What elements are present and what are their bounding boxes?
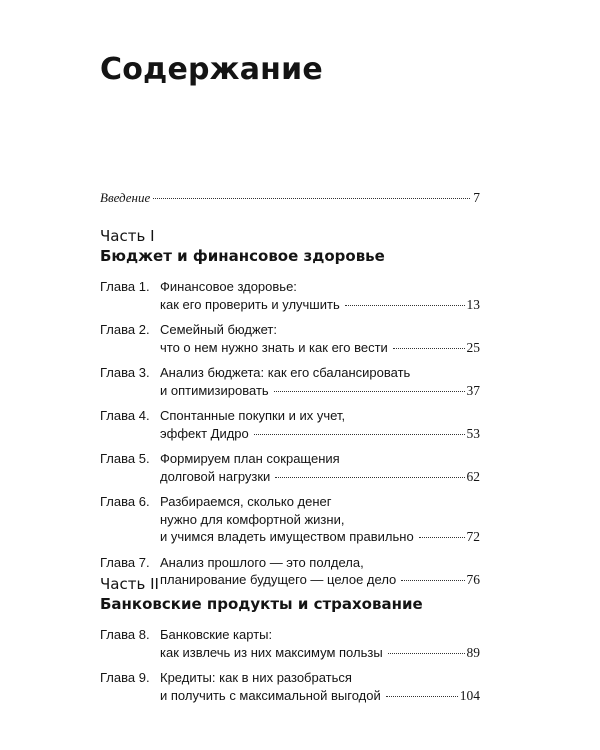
chapter-number: Глава 7. <box>100 554 150 570</box>
dot-leader <box>393 348 465 349</box>
chapter-number: Глава 9. <box>100 670 150 685</box>
toc-chapter-entry[interactable] <box>100 407 480 442</box>
part-title: Бюджет и финансовое здоровье <box>100 247 385 265</box>
chapter-title <box>160 450 480 485</box>
toc-chapter-entry[interactable] <box>100 321 480 356</box>
chapter-page-number: 72 <box>466 529 480 544</box>
chapter-page-number: 104 <box>459 687 480 703</box>
chapter-list <box>100 626 480 704</box>
dot-leader <box>345 305 465 306</box>
toc-chapter-entry[interactable] <box>100 278 480 313</box>
chapter-title <box>160 278 480 313</box>
intro-page-number: 7 <box>473 190 480 205</box>
chapter-number: Глава 3. <box>100 365 150 380</box>
toc-chapter-entry[interactable] <box>100 364 480 399</box>
chapter-number: Глава 8. <box>100 627 150 642</box>
toc-chapter-entry[interactable] <box>100 450 480 485</box>
chapter-title-line: что о нем нужно знать и как его вести <box>160 339 388 355</box>
toc-chapter-entry[interactable] <box>100 626 480 661</box>
dot-leader <box>419 537 465 538</box>
part-section <box>100 574 480 712</box>
chapter-title <box>160 669 480 704</box>
chapter-title-line: Формируем план сокращения <box>160 451 340 466</box>
chapter-title-line: Семейный бюджет: <box>160 322 277 337</box>
chapter-title-line: Банковские карты: <box>160 627 273 642</box>
chapter-title-line: нужно для комфортной жизни, <box>160 511 345 527</box>
page-title: Содержание <box>100 52 323 87</box>
dot-leader <box>254 434 465 435</box>
chapter-title-line: долговой нагрузки <box>160 468 271 484</box>
chapter-title <box>160 321 480 356</box>
chapter-page-number: 53 <box>466 425 480 441</box>
dot-leader <box>386 696 458 697</box>
chapter-number: Глава 6. <box>100 494 150 509</box>
part-title: Банковские продукты и страхование <box>100 595 423 613</box>
chapter-title-line: и учимся владеть имуществом правильно <box>160 529 414 544</box>
chapter-page-number: 13 <box>466 296 480 312</box>
chapter-page-number: 62 <box>466 468 480 484</box>
part-section <box>100 226 480 597</box>
chapter-title <box>160 493 480 546</box>
chapter-title-line: Разбираемся, сколько денег <box>160 494 332 509</box>
chapter-page-number: 25 <box>466 339 480 355</box>
chapter-title <box>160 407 480 442</box>
chapter-title-line: как его проверить и улучшить <box>160 296 340 312</box>
chapter-title-line: эффект Дидро <box>160 425 249 441</box>
chapter-title-line: планирование будущего — целое дело <box>160 572 397 587</box>
dot-leader <box>275 477 464 478</box>
chapter-title-line: и получить с максимальной выгодой <box>160 687 381 703</box>
toc-chapter-entry[interactable] <box>100 669 480 704</box>
chapter-title-line: Спонтанные покупки и их учет, <box>160 408 346 423</box>
chapter-number: Глава 2. <box>100 322 150 337</box>
chapter-page-number: 76 <box>466 572 480 587</box>
chapter-title <box>160 626 480 661</box>
part-number: Часть I <box>100 227 155 245</box>
chapter-title <box>160 364 480 399</box>
toc-chapter-entry[interactable] <box>100 493 480 546</box>
chapter-page-number: 89 <box>466 644 480 660</box>
chapter-list <box>100 278 480 589</box>
chapter-page-number: 37 <box>466 382 480 398</box>
intro-label: Введение <box>100 190 151 205</box>
part-number: Часть II <box>100 575 159 593</box>
chapter-title-line: Анализ прошлого — это полдела, <box>160 554 364 570</box>
chapter-title-line: Финансовое здоровье: <box>160 279 297 294</box>
chapter-title-line: как извлечь из них максимум пользы <box>160 644 383 660</box>
dot-leader <box>153 198 470 199</box>
chapter-title-line: и оптимизировать <box>160 382 269 398</box>
toc-entry-intro[interactable] <box>100 190 480 206</box>
chapter-title-line: Кредиты: как в них разобраться <box>160 670 352 685</box>
dot-leader <box>274 391 465 392</box>
chapter-title-line: Анализ бюджета: как его сбалансировать <box>160 365 411 380</box>
chapter-number: Глава 5. <box>100 451 150 466</box>
dot-leader <box>388 653 465 654</box>
chapter-number: Глава 4. <box>100 408 150 423</box>
chapter-number: Глава 1. <box>100 279 150 294</box>
